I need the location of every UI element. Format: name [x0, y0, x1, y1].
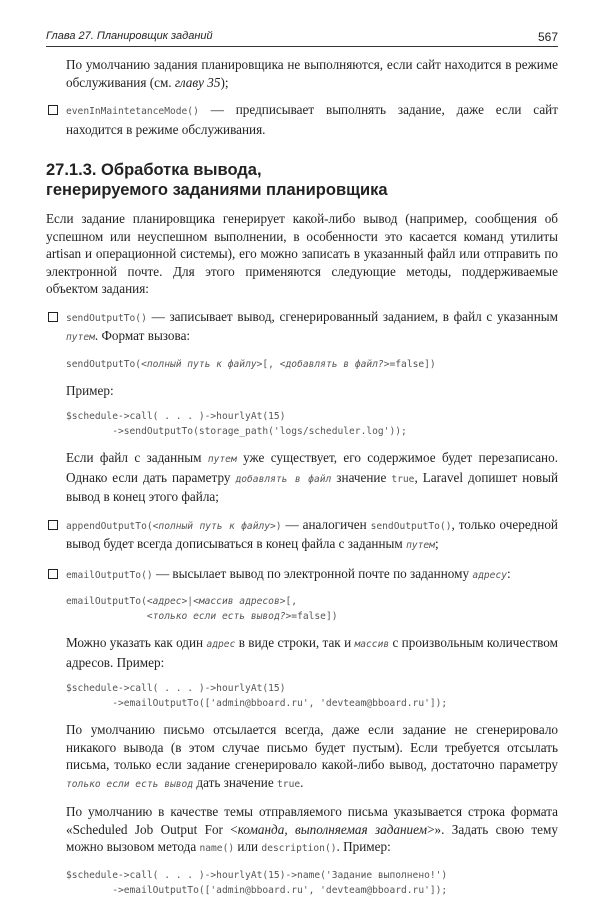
checkbox-bullet-icon	[48, 520, 58, 530]
chapter-title: Глава 27. Планировщик заданий	[46, 30, 213, 42]
paragraph-overwrite: Если файл с заданным путем уже существует, его содержимое будет перезаписано. Однако если дать параметру добавлять в файл значение true, Laravel допишет новый вывод в конец этого файла;	[66, 450, 559, 504]
bullet-email-output-to: emailOutputTo() — высылает вывод по электронной почте по заданному адресу:	[46, 565, 558, 585]
signature-email-output-to: emailOutputTo(<адрес>|<массив адресов>[, <только если есть вывод?>=false])	[66, 596, 338, 622]
paragraph-empty-output: По умолчанию письмо отсылается всегда, даже если задание не сгенерировало никакого вывода (в этом случае письмо будет пустым). Если требуется отсылать письма, только если задание сгенерировало какой-либо вывод, достаточно параметру только если есть вывод дать значение true.	[66, 722, 558, 790]
page-body	[46, 56, 558, 908]
signature-send-output-to: sendOutputTo(<полный путь к файлу>[, <добавлять в файл?>=false])	[66, 358, 436, 370]
example-label: Пример:	[66, 382, 114, 398]
code-example-send: $schedule->call( . . . )->hourlyAt(15) ->sendOutputTo(storage_path('logs/scheduler.log'));	[66, 411, 407, 437]
bullet-send-output-to: sendOutputTo() — записывает вывод, сгенерированный заданием, в файл с указанным путем. Формат вызова:	[46, 308, 558, 347]
paragraph-email-subject: По умолчанию в качестве темы отправляемого письма указывается строка формата «Scheduled Job Output For <команда, выполняемая заданием>». Задать свою тему можно вызовом метода name() или description(). Пример:	[66, 804, 558, 854]
checkbox-bullet-icon	[48, 569, 58, 579]
paragraph-output-intro: Если задание планировщика генерирует какой-либо вывод (например, сообщения об успешном или неуспешном выполнении, в особенности это касается команд утилиты artisan и операционной системы), его можно записать в указанный файл или отправить по электронной почте. Для этого применяются следующие методы, поддерживаемые объектом задания:	[46, 211, 558, 296]
bullet-append-output-to: appendOutputTo(<полный путь к файлу>) — аналогичен sendOutputTo(), только очередной вывод будет всегда дописываться в конец файла с заданным путем;	[46, 516, 558, 555]
code-example-name: $schedule->call( . . . )->hourlyAt(15)->name('Задание выполнено!') ->emailOutputTo(['admin@bboard.ru', 'devteam@bboard.ru']);	[66, 869, 448, 896]
intro-paragraph: По умолчанию задания планировщика не выполняются, если сайт находится в режиме обслуживания (см. главу 35);	[66, 57, 558, 90]
checkbox-bullet-icon	[48, 312, 58, 322]
bullet-even-in-maintenance: evenInMaintetanceMode() — предписывает выполнять задание, даже если сайт находится в режиме обслуживания.	[46, 101, 558, 138]
checkbox-bullet-icon	[48, 105, 58, 115]
code-example-email: $schedule->call( . . . )->hourlyAt(15) ->emailOutputTo(['admin@bboard.ru', 'devteam@bboard.ru']);	[66, 683, 448, 709]
paragraph-address-array: Можно указать как один адрес в виде строки, так и массив с произвольным количеством адресов. Пример:	[66, 635, 558, 670]
page-number: 567	[537, 30, 558, 44]
running-header	[46, 28, 558, 47]
section-heading: 27.1.3. Обработка вывода, генерируемого заданиями планировщика	[46, 161, 388, 199]
chapter-reference: главу 35	[174, 74, 221, 90]
